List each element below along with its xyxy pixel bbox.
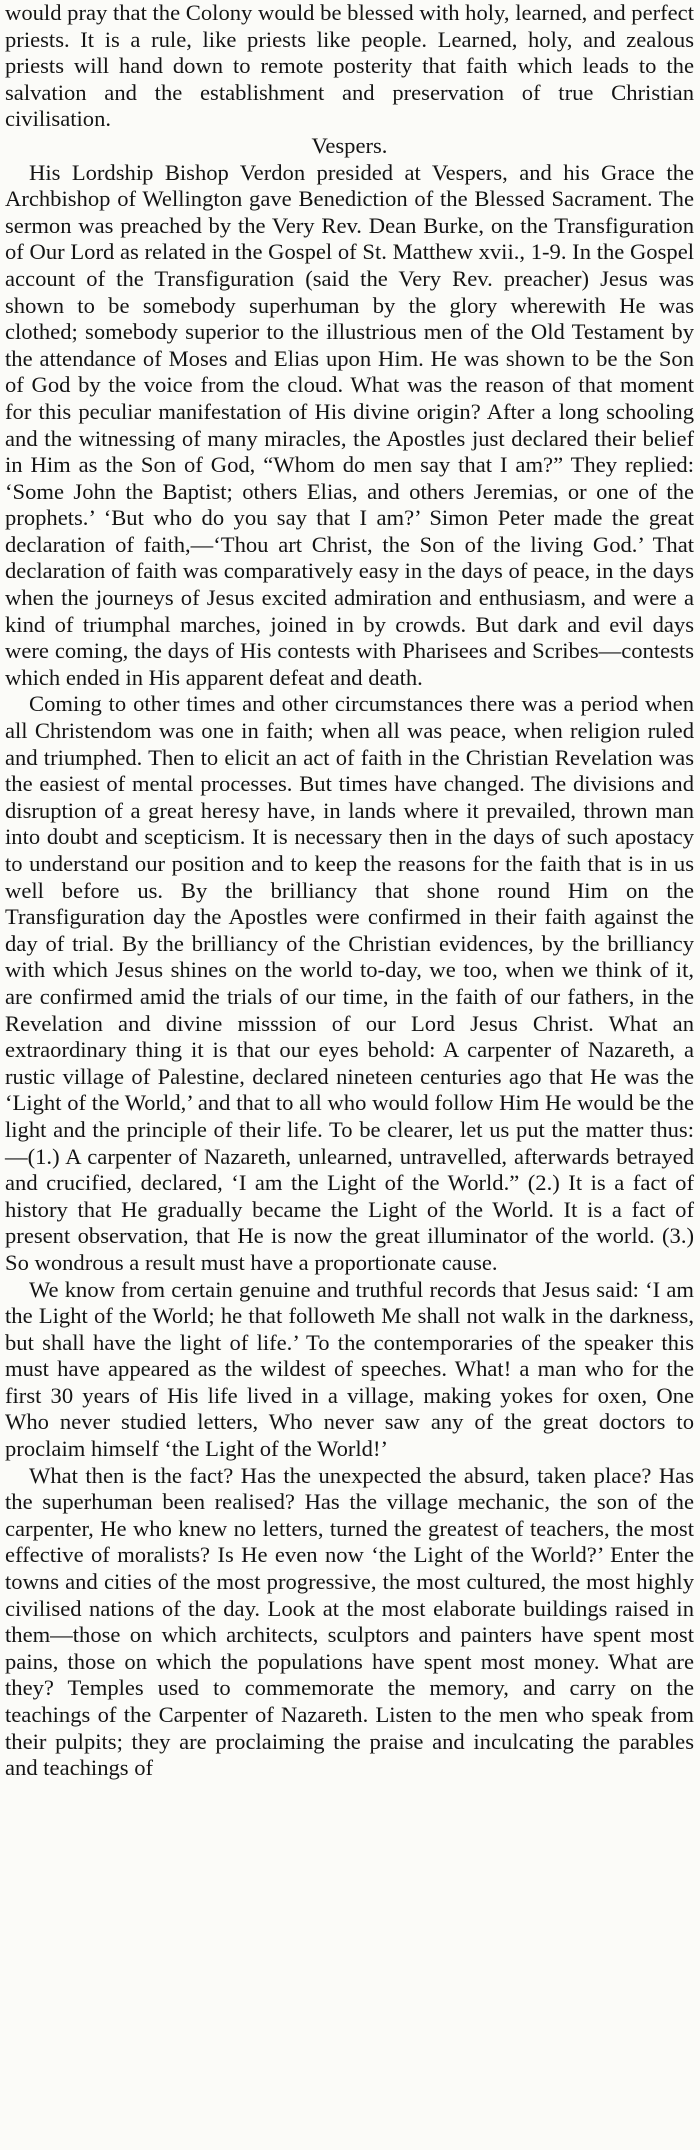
body-paragraph-2: Coming to other times and other circumstances there was a period when all Christendom was one in faith; when all was peace, when religion ruled and triumphed. Then to elicit an act of faith in the Christian Revelation was the easiest of mental processes. But times have changed. The divisions and disruption of a great heresy have, in lands where it prevailed, thrown man into doubt and scepticism. It is necessary then in the days of such apostacy to understand our position and to keep the reasons for the faith that is in us well before us. By the brilliancy that shone round Him on the Transfiguration day the Apostles were confirmed in their faith against the day of trial. By the brilliancy of the Christian evidences, by the brilliancy with which Jesus shines on the world to-day, we too, when we think of it, are confirmed amid the trials of our time, in the faith of our fathers, in the Revelation and divine misssion of our Lord Jesus Christ. What an extraordinary thing it is that our eyes behold: A carpenter of Nazareth, a rustic village of Palestine, declared nineteen centuries ago that He was the ‘Light of the World,’ and that to all who would follow Him He would be the light and the principle of their life. To be clearer, let us put the matter thus:—(1.) A carpenter of Nazareth, unlearned, untravelled, afterwards betrayed and crucified, declared, ‘I am the Light of the World.” (2.) It is a fact of history that He gradually became the Light of the World. It is a fact of present observation, that He is now the great illuminator of the world. (3.) So wondrous a result must have a proportionate cause.	[5, 691, 694, 1275]
continuation-paragraph: would pray that the Colony would be blessed with holy, learned, and perfect priests. It is a rule, like priests like people. Learned, holy, and zealous priests will hand down to remote posterity that faith which leads to the salvation and the establishment and preservation of true Christian civilisation.	[5, 0, 694, 132]
body-paragraph-3: We know from certain genuine and truthful records that Jesus said: ‘I am the Light of the World; he that followeth Me shall not walk in the darkness, but shall have the light of life.’ To the contemporaries of the speaker this must have appeared as the wildest of speeches. What! a man who for the first 30 years of His life lived in a village, making yokes for oxen, One Who never studied letters, Who never saw any of the great doctors to proclaim himself ‘the Light of the World!’	[5, 1276, 694, 1462]
body-paragraph-4: What then is the fact? Has the unexpected the absurd, taken place? Has the superhuman been realised? Has the village mechanic, the son of the carpenter, He who knew no letters, turned the greatest of teachers, the most effective of moralists? Is He even now ‘the Light of the World?’ Enter the towns and cities of the most progressive, the most cultured, the most highly civilised nations of the day. Look at the most elaborate buildings raised in them—those on which architects, sculptors and painters have spent most pains, those on which the populations have spent most money. What are they? Temples used to commemorate the memory, and carry on the teachings of the Carpenter of Nazareth. Listen to the men who speak from their pulpits; they are proclaiming the praise and inculcating the parables and teachings of	[5, 1462, 694, 1781]
section-heading: Vespers.	[311, 132, 388, 158]
article-column	[5, 0, 694, 1782]
body-paragraph-1: His Lordship Bishop Verdon presided at Vespers, and his Grace the Archbishop of Wellington gave Benediction of the Blessed Sacrament. The sermon was preached by the Very Rev. Dean Burke, on the Transfiguration of Our Lord as related in the Gospel of St. Matthew xvii., 1-9. In the Gospel account of the Transfiguration (said the Very Rev. preacher) Jesus was shown to be somebody superhuman by the glory wherewith He was clothed; somebody superior to the illustrious men of the Old Testament by the attendance of Moses and Elias upon Him. He was shown to be the Son of God by the voice from the cloud. What was the reason of that moment for this peculiar manifestation of His divine origin? After a long schooling and the witnessing of many miracles, the Apostles just declared their belief in Him as the Son of God, “Whom do men say that I am?” They replied: ‘Some John the Baptist; others Elias, and others Jeremias, or one of the prophets.’ ‘But who do you say that I am?’ Simon Peter made the great declaration of faith,—‘Thou art Christ, the Son of the living God.’ That declaration of faith was comparatively easy in the days of peace, in the days when the journeys of Jesus excited admiration and enthusiasm, and were a kind of triumphal marches, joined in by crowds. But dark and evil days were coming, the days of His contests with Pharisees and Scribes—contests which ended in His apparent defeat and death.	[5, 159, 694, 690]
